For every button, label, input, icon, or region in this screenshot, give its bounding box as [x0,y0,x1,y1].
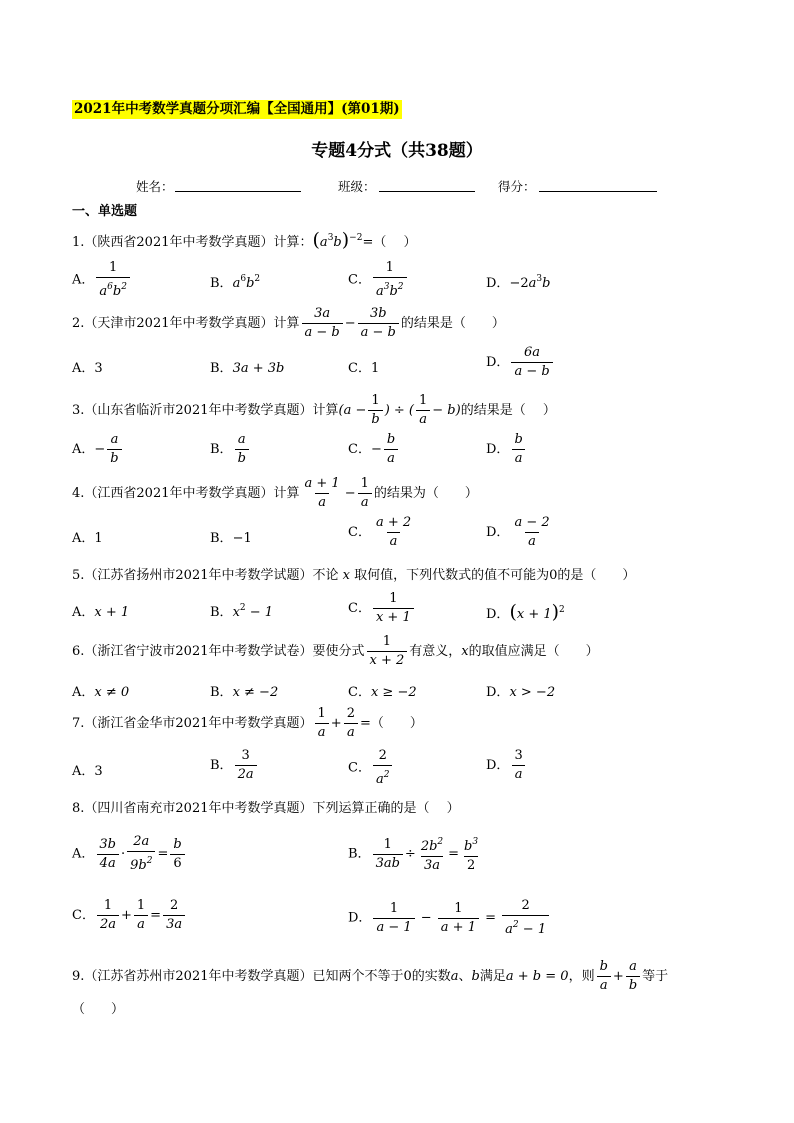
q7-option-b[interactable]: B． $\frac{3}{2a}$ [210,748,259,783]
q4-option-c[interactable]: C． $\frac{a + 2}{a}$ [348,515,412,549]
score-blank [539,191,657,192]
class-label: 班级： [338,179,376,194]
name-blank [175,191,301,192]
question-8: 8.（四川省南充市2021年中考数学真题）下列运算正确的是（ ） [72,801,460,816]
q2-option-c[interactable]: C．1 [348,361,380,376]
q4-option-d[interactable]: D． $\frac{a - 2}{a}$ [486,515,550,549]
q1-option-a[interactable]: A． $\frac{1}{a^6b^2}$ [72,260,132,300]
question-3: 3.（山东省临沂市2021年中考数学真题）计算(a − $\frac{1}{b}$ ) ÷ ( $\frac{1}{a}$ − b)的结果是（ ） [72,393,556,427]
q5-option-b[interactable]: B．$x^2 - 1$ [210,603,274,620]
q3-option-d[interactable]: D． $\frac{b}{a}$ [486,432,528,467]
question-7: 7.（浙江省金华市2021年中考数学真题） $\frac{1}{a}$ + $\frac{2}{a}$ =（ ） [72,706,423,740]
q1-option-c[interactable]: C． $\frac{1}{a^3b^2}$ [348,260,409,300]
q3-option-a[interactable]: A．− $\frac{a}{b}$ [72,432,124,467]
question-1-tail: =（ ） [362,235,417,250]
q1-option-d[interactable]: D．$-2a^3b$ [486,274,551,291]
score-label: 得分： [498,179,536,194]
question-9-continuation: （ ） [72,1002,125,1017]
q8-option-a[interactable]: A． $\frac{3b}{4a}$ · $\frac{2a}{9b^2}$ = $\frac{b}{6}$ [72,834,187,874]
q6-option-d[interactable]: D．x > −2 [486,685,556,700]
q4-option-b[interactable]: B．−1 [210,531,252,546]
q4-option-a[interactable]: A．1 [72,531,103,546]
page-title: 专题4分式（共38题） [311,141,483,161]
q5-option-a[interactable]: A．x + 1 [72,605,130,620]
q5-option-c[interactable]: C． $\frac{1}{x + 1}$ [348,591,416,626]
section-heading: 一、单选题 [72,204,138,219]
q8-option-c[interactable]: C． $\frac{1}{2a}$ + $\frac{1}{a}$ = $\frac{2}{3a}$ [72,898,187,933]
q2-option-b[interactable]: B．3a + 3b [210,361,285,376]
q8-option-d[interactable]: D． $\frac{1}{a - 1}$ − $\frac{1}{a + 1}$ = $\frac{2}{a^2 - 1}$ [348,898,551,938]
q2-option-a[interactable]: A．3 [72,361,103,376]
question-4: 4.（江西省2021年中考数学真题）计算 $\frac{a + 1}{a}$ − $\frac{1}{a}$ 的结果为（ ） [72,476,478,510]
q8-option-b[interactable]: B． $\frac{1}{3ab}$ ÷ $\frac{2b^2}{3a}$ = $\frac{b^3}{2}$ [348,836,479,873]
q1-option-b[interactable]: B．$a^6b^2$ [210,274,261,291]
q3-option-b[interactable]: B． $\frac{a}{b}$ [210,432,251,467]
question-2: 2.（天津市2021年中考数学真题）计算 $\frac{3a}{a - b}$ − $\frac{3b}{a - b}$ 的结果是（ ） [72,306,505,340]
q5-option-d[interactable]: D．$(x + 1)^2$ [486,601,565,623]
q6-option-c[interactable]: C．x ≥ −2 [348,685,417,700]
question-1: 1.（陕西省2021年中考数学真题）计算：$(a^3b)^{-2}=$（ ） [72,229,417,251]
name-label: 姓名： [136,179,174,194]
class-blank [379,191,475,192]
q7-option-d[interactable]: D． $\frac{3}{a}$ [486,748,528,783]
q7-option-c[interactable]: C． $\frac{2}{a^2}$ [348,748,394,788]
q6-option-b[interactable]: B．x ≠ −2 [210,685,279,700]
collection-banner: 2021年中考数学真题分项汇编【全国通用】(第01期) [74,101,400,117]
question-1-stem: 1.（陕西省2021年中考数学真题）计算： [72,235,313,250]
q3-option-c[interactable]: C．− $\frac{b}{a}$ [348,432,400,467]
question-9: 9.（江苏省苏州市2021年中考数学真题）已知两个不等于0的实数a、b满足a + b = 0，则 $\frac{b}{a}$ + $\frac{a}{b}$ 等于 [72,959,669,993]
question-5: 5.（江苏省扬州市2021年中考数学试题）不论 x 取何值，下列代数式的值不可能为0的是（ ） [72,568,636,583]
q2-option-d[interactable]: D． $\frac{6a}{a - b}$ [486,345,555,380]
question-6: 6.（浙江省宁波市2021年中考数学试卷）要使分式 $\frac{1}{x + 2}$ 有意义，x的取值应满足（ ） [72,634,599,668]
q6-option-a[interactable]: A．x ≠ 0 [72,685,130,700]
q7-option-a[interactable]: A．3 [72,764,103,779]
